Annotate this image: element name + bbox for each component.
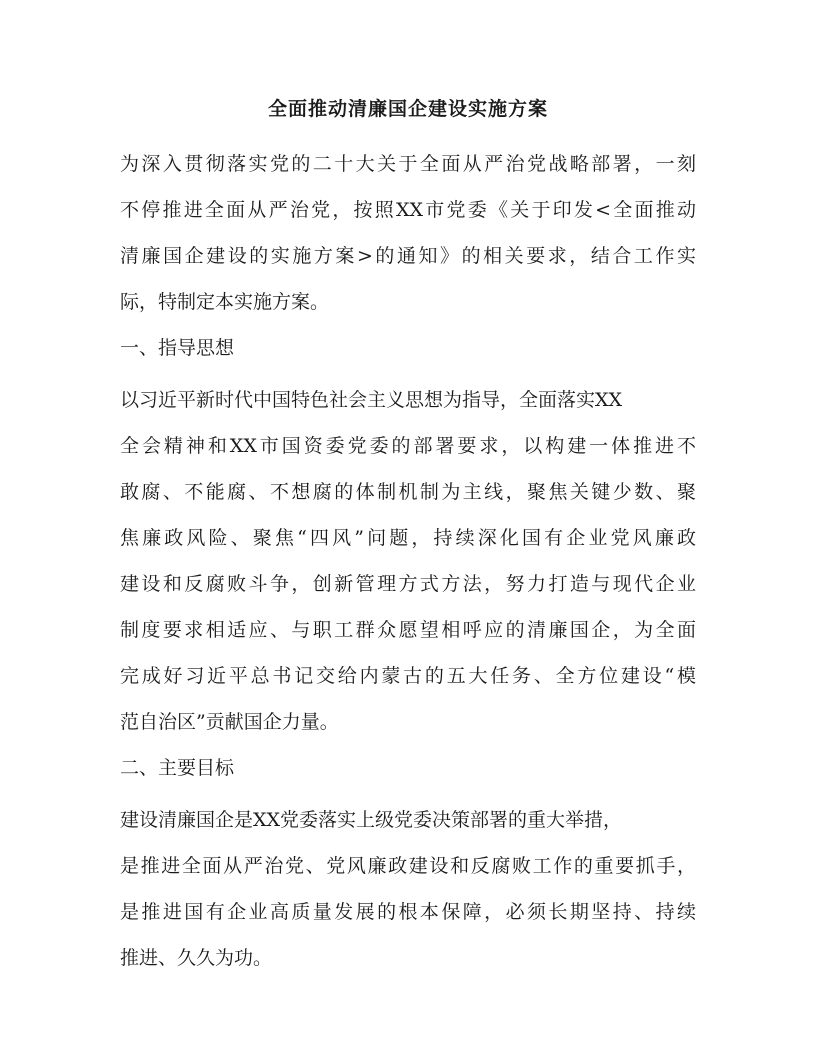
paragraph-line: 以习近平新时代中国特色社会主义思想为指导，全面落实XX — [120, 389, 623, 411]
paragraph-line: 范自治区”贡献国企力量。 — [120, 711, 339, 733]
paragraph-line: 是推进全面从严治党、党风廉政建设和反腐败工作的重要抓手， — [120, 855, 696, 877]
intro-line: 际，特制定本实施方案。 — [120, 291, 330, 313]
section-heading: 一、指导思想 — [120, 337, 235, 359]
paragraph-line: 焦廉政风险、聚焦“四风”问题，持续深化国有企业党风廉政 — [120, 527, 696, 549]
document-title: 全面推动清廉国企建设实施方案 — [267, 98, 548, 120]
paragraph-line: 建设和反腐败斗争，创新管理方式方法，努力打造与现代企业 — [120, 573, 696, 595]
paragraph-line: 敢腐、不能腐、不想腐的体制机制为主线，聚焦关键少数、聚 — [120, 481, 696, 503]
paragraph-line: 是推进国有企业高质量发展的根本保障，必须长期坚持、持续 — [120, 901, 696, 923]
intro-line: 为深入贯彻落实党的二十大关于全面从严治党战略部署，一刻 — [120, 153, 696, 175]
paragraph-line: 完成好习近平总书记交给内蒙古的五大任务、全方位建设“模 — [120, 665, 696, 687]
section-heading: 二、主要目标 — [120, 757, 235, 779]
intro-line: 清廉国企建设的实施方案>的通知》的相关要求，结合工作实 — [120, 245, 696, 267]
intro-line: 不停推进全面从严治党，按照XX市党委《关于印发<全面推动 — [120, 199, 696, 221]
paragraph-line: 建设清廉国企是XX党委落实上级党委决策部署的重大举措， — [120, 809, 623, 831]
paragraph-line: 推进、久久为功。 — [120, 947, 273, 969]
paragraph-line: 制度要求相适应、与职工群众愿望相呼应的清廉国企，为全面 — [120, 619, 696, 641]
paragraph-line: 全会精神和XX市国资委党委的部署要求，以构建一体推进不 — [120, 435, 696, 457]
